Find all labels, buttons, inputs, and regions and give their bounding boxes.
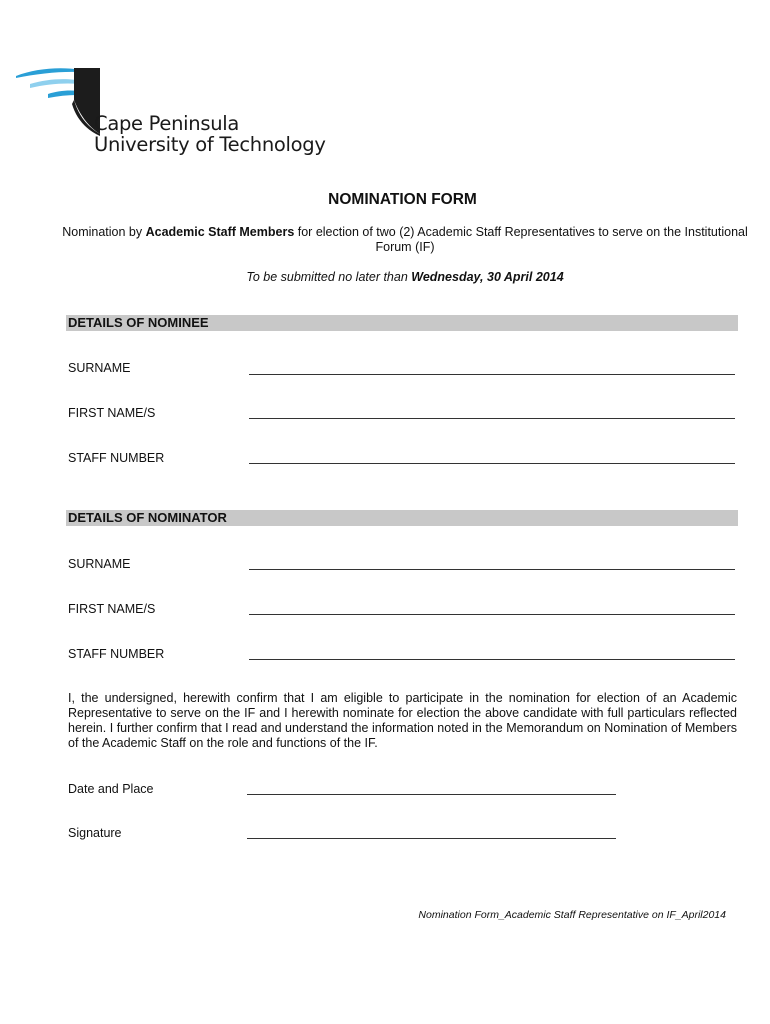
signature-field[interactable] xyxy=(247,838,616,839)
nominator-surname-label: SURNAME xyxy=(68,557,131,571)
deadline-prefix: To be submitted no later than xyxy=(246,270,412,284)
nominee-staff-number-label: STAFF NUMBER xyxy=(68,451,165,465)
logo-line-1: Cape Peninsula xyxy=(94,112,240,135)
intro-suffix: for election of two (2) Academic Staff Representatives to serve on the Institutional Forum (IF) xyxy=(294,225,748,254)
declaration-text: I, the undersigned, herewith confirm that I am eligible to participate in the nomination for election of an Academic Representative to serve on the IF and I herewith nominate for election the above candidate with full particulars reflected herein. I further confirm that I read and understand the information noted in the Memorandum on Nomination of Members of the Academic Staff on the role and functions of the IF. xyxy=(68,691,737,750)
nominator-staff-number-field[interactable] xyxy=(249,659,735,660)
nominator-first-names-field[interactable] xyxy=(249,614,735,615)
nominee-surname-field[interactable] xyxy=(249,374,735,375)
nominator-staff-number-label: STAFF NUMBER xyxy=(68,647,165,661)
date-place-field[interactable] xyxy=(247,794,616,795)
form-title: NOMINATION FORM xyxy=(328,191,477,208)
nominator-section-title: DETAILS OF NOMINATOR xyxy=(68,510,227,525)
date-place-label: Date and Place xyxy=(68,782,154,796)
logo-wordmark xyxy=(94,113,326,155)
submission-deadline xyxy=(60,270,750,284)
signature-label: Signature xyxy=(68,826,122,840)
nominator-surname-field[interactable] xyxy=(249,569,735,570)
deadline-date: Wednesday, 30 April 2014 xyxy=(411,270,564,284)
logo-line-2: University of Technology xyxy=(94,133,326,156)
form-intro xyxy=(60,225,750,255)
nominator-first-names-label: FIRST NAME/S xyxy=(68,602,156,616)
intro-prefix: Nomination by xyxy=(62,225,146,239)
document-footer: Nomination Form_Academic Staff Representative on IF_April2014 xyxy=(418,909,726,921)
nominee-staff-number-field[interactable] xyxy=(249,463,735,464)
nominee-first-names-field[interactable] xyxy=(249,418,735,419)
nominee-surname-label: SURNAME xyxy=(68,361,131,375)
nominee-section-title: DETAILS OF NOMINEE xyxy=(68,315,209,330)
nominee-first-names-label: FIRST NAME/S xyxy=(68,406,156,420)
intro-bold: Academic Staff Members xyxy=(145,225,295,239)
